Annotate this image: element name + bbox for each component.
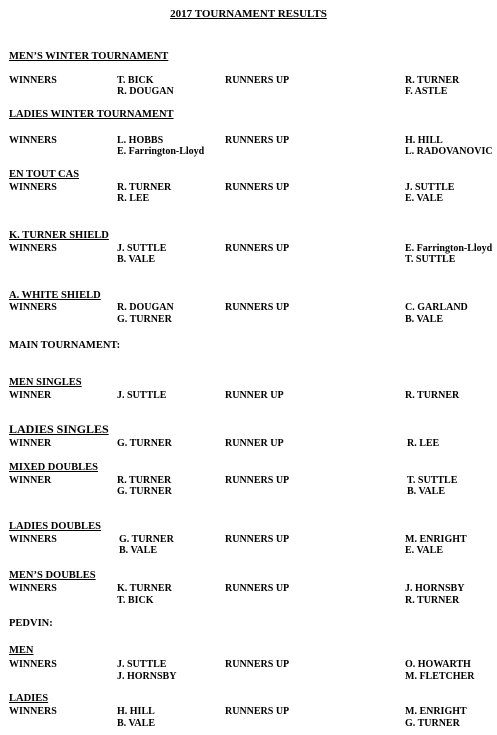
runner-up-name: M. FLETCHER xyxy=(405,671,475,682)
winner-name: J. SUTTLE xyxy=(117,390,167,401)
winner-name: B. VALE xyxy=(117,254,155,265)
winners-label: WINNERS xyxy=(9,75,57,86)
winners-label: WINNERS xyxy=(9,706,57,717)
runner-up-name: C. GARLAND xyxy=(405,302,468,313)
runner-up-name: E. VALE xyxy=(405,545,443,556)
winner-name: G. TURNER xyxy=(117,314,172,325)
runner-up-name: T. SUTTLE xyxy=(405,254,456,265)
page-title: 2017 TOURNAMENT RESULTS xyxy=(170,8,327,20)
winner-label: WINNER xyxy=(9,475,52,486)
runner-up-name: O. HOWARTH xyxy=(405,659,471,670)
winner-name: G. TURNER xyxy=(119,534,174,545)
runner-up-name: M. ENRIGHT xyxy=(405,706,467,717)
runners-up-label: RUNNERS UP xyxy=(225,182,290,193)
section-heading-main-tournament: MAIN TOURNAMENT: xyxy=(9,340,121,351)
runners-up-label: RUNNERS UP xyxy=(225,659,290,670)
runners-up-label: RUNNERS UP xyxy=(225,706,290,717)
winner-name: J. SUTTLE xyxy=(117,659,167,670)
section-heading-ladies-winter: LADIES WINTER TOURNAMENT xyxy=(9,109,174,120)
winner-name: R. DOUGAN xyxy=(117,86,174,97)
winner-name: R. TURNER xyxy=(117,475,172,486)
runners-up-label: RUNNERS UP xyxy=(225,302,290,313)
winner-name: J. SUTTLE xyxy=(117,243,167,254)
winner-name: J. HORNSBY xyxy=(117,671,177,682)
winner-name: R. LEE xyxy=(117,193,150,204)
winner-name: R. DOUGAN xyxy=(117,302,174,313)
runner-up-label: RUNNER UP xyxy=(225,438,284,449)
runner-up-name: R. TURNER xyxy=(405,75,460,86)
runners-up-label: RUNNERS UP xyxy=(225,135,290,146)
section-heading-mixed-doubles: MIXED DOUBLES xyxy=(9,462,98,473)
winner-name: K. TURNER xyxy=(117,583,172,594)
runner-up-name: T. SUTTLE xyxy=(407,475,458,486)
winner-name: B. VALE xyxy=(119,545,157,556)
winner-name: E. Farrington-Lloyd xyxy=(117,146,205,157)
runner-up-name: B. VALE xyxy=(405,314,443,325)
runner-up-name: J. SUTTLE xyxy=(405,182,455,193)
section-heading-ladies-singles: LADIES SINGLES xyxy=(9,422,109,436)
winners-label: WINNERS xyxy=(9,182,57,193)
section-heading-k-turner-shield: K. TURNER SHIELD xyxy=(9,230,109,241)
runner-up-name: R. TURNER xyxy=(405,390,460,401)
section-heading-pedvin: PEDVIN: xyxy=(9,618,53,629)
winner-name: B. VALE xyxy=(117,718,155,729)
runner-up-name: E. VALE xyxy=(405,193,443,204)
runners-up-label: RUNNERS UP xyxy=(225,75,290,86)
runners-up-label: RUNNERS UP xyxy=(225,583,290,594)
winners-label: WINNERS xyxy=(9,302,57,313)
runner-up-name: F. ASTLE xyxy=(405,86,448,97)
winners-label: WINNERS xyxy=(9,583,57,594)
runner-up-label: RUNNER UP xyxy=(225,390,284,401)
winner-name: G. TURNER xyxy=(117,438,172,449)
section-heading-pedvin-men: MEN xyxy=(9,645,34,656)
runner-up-name: H. HILL xyxy=(405,135,443,146)
winner-name: T. BICK xyxy=(117,595,154,606)
runners-up-label: RUNNERS UP xyxy=(225,534,290,545)
winner-name: T. BICK xyxy=(117,75,154,86)
runner-up-name: M. ENRIGHT xyxy=(405,534,467,545)
runner-up-name: B. VALE xyxy=(407,486,445,497)
section-heading-men-singles: MEN SINGLES xyxy=(9,377,82,388)
winner-label: WINNER xyxy=(9,390,52,401)
section-heading-en-tout-cas: EN TOUT CAS xyxy=(9,169,80,180)
section-heading-mens-doubles: MEN’S DOUBLES xyxy=(9,570,96,581)
runner-up-name: R. LEE xyxy=(407,438,440,449)
section-heading-pedvin-ladies: LADIES xyxy=(9,693,49,704)
runners-up-label: RUNNERS UP xyxy=(225,243,290,254)
section-heading-ladies-doubles: LADIES DOUBLES xyxy=(9,521,101,532)
winner-label: WINNER xyxy=(9,438,52,449)
winners-label: WINNERS xyxy=(9,659,57,670)
winners-label: WINNERS xyxy=(9,534,57,545)
winner-name: G. TURNER xyxy=(117,486,172,497)
section-heading-a-white-shield: A. WHITE SHIELD xyxy=(9,290,101,301)
runner-up-name: L. RADOVANOVIC xyxy=(405,146,493,157)
winners-label: WINNERS xyxy=(9,243,57,254)
winners-label: WINNERS xyxy=(9,135,57,146)
runners-up-label: RUNNERS UP xyxy=(225,475,290,486)
winner-name: L. HOBBS xyxy=(117,135,164,146)
runner-up-name: E. Farrington-Lloyd xyxy=(405,243,493,254)
runner-up-name: G. TURNER xyxy=(405,718,460,729)
winner-name: H. HILL xyxy=(117,706,155,717)
section-heading-mens-winter: MEN’S WINTER TOURNAMENT xyxy=(9,51,169,62)
runner-up-name: J. HORNSBY xyxy=(405,583,465,594)
winner-name: R. TURNER xyxy=(117,182,172,193)
runner-up-name: R. TURNER xyxy=(405,595,460,606)
